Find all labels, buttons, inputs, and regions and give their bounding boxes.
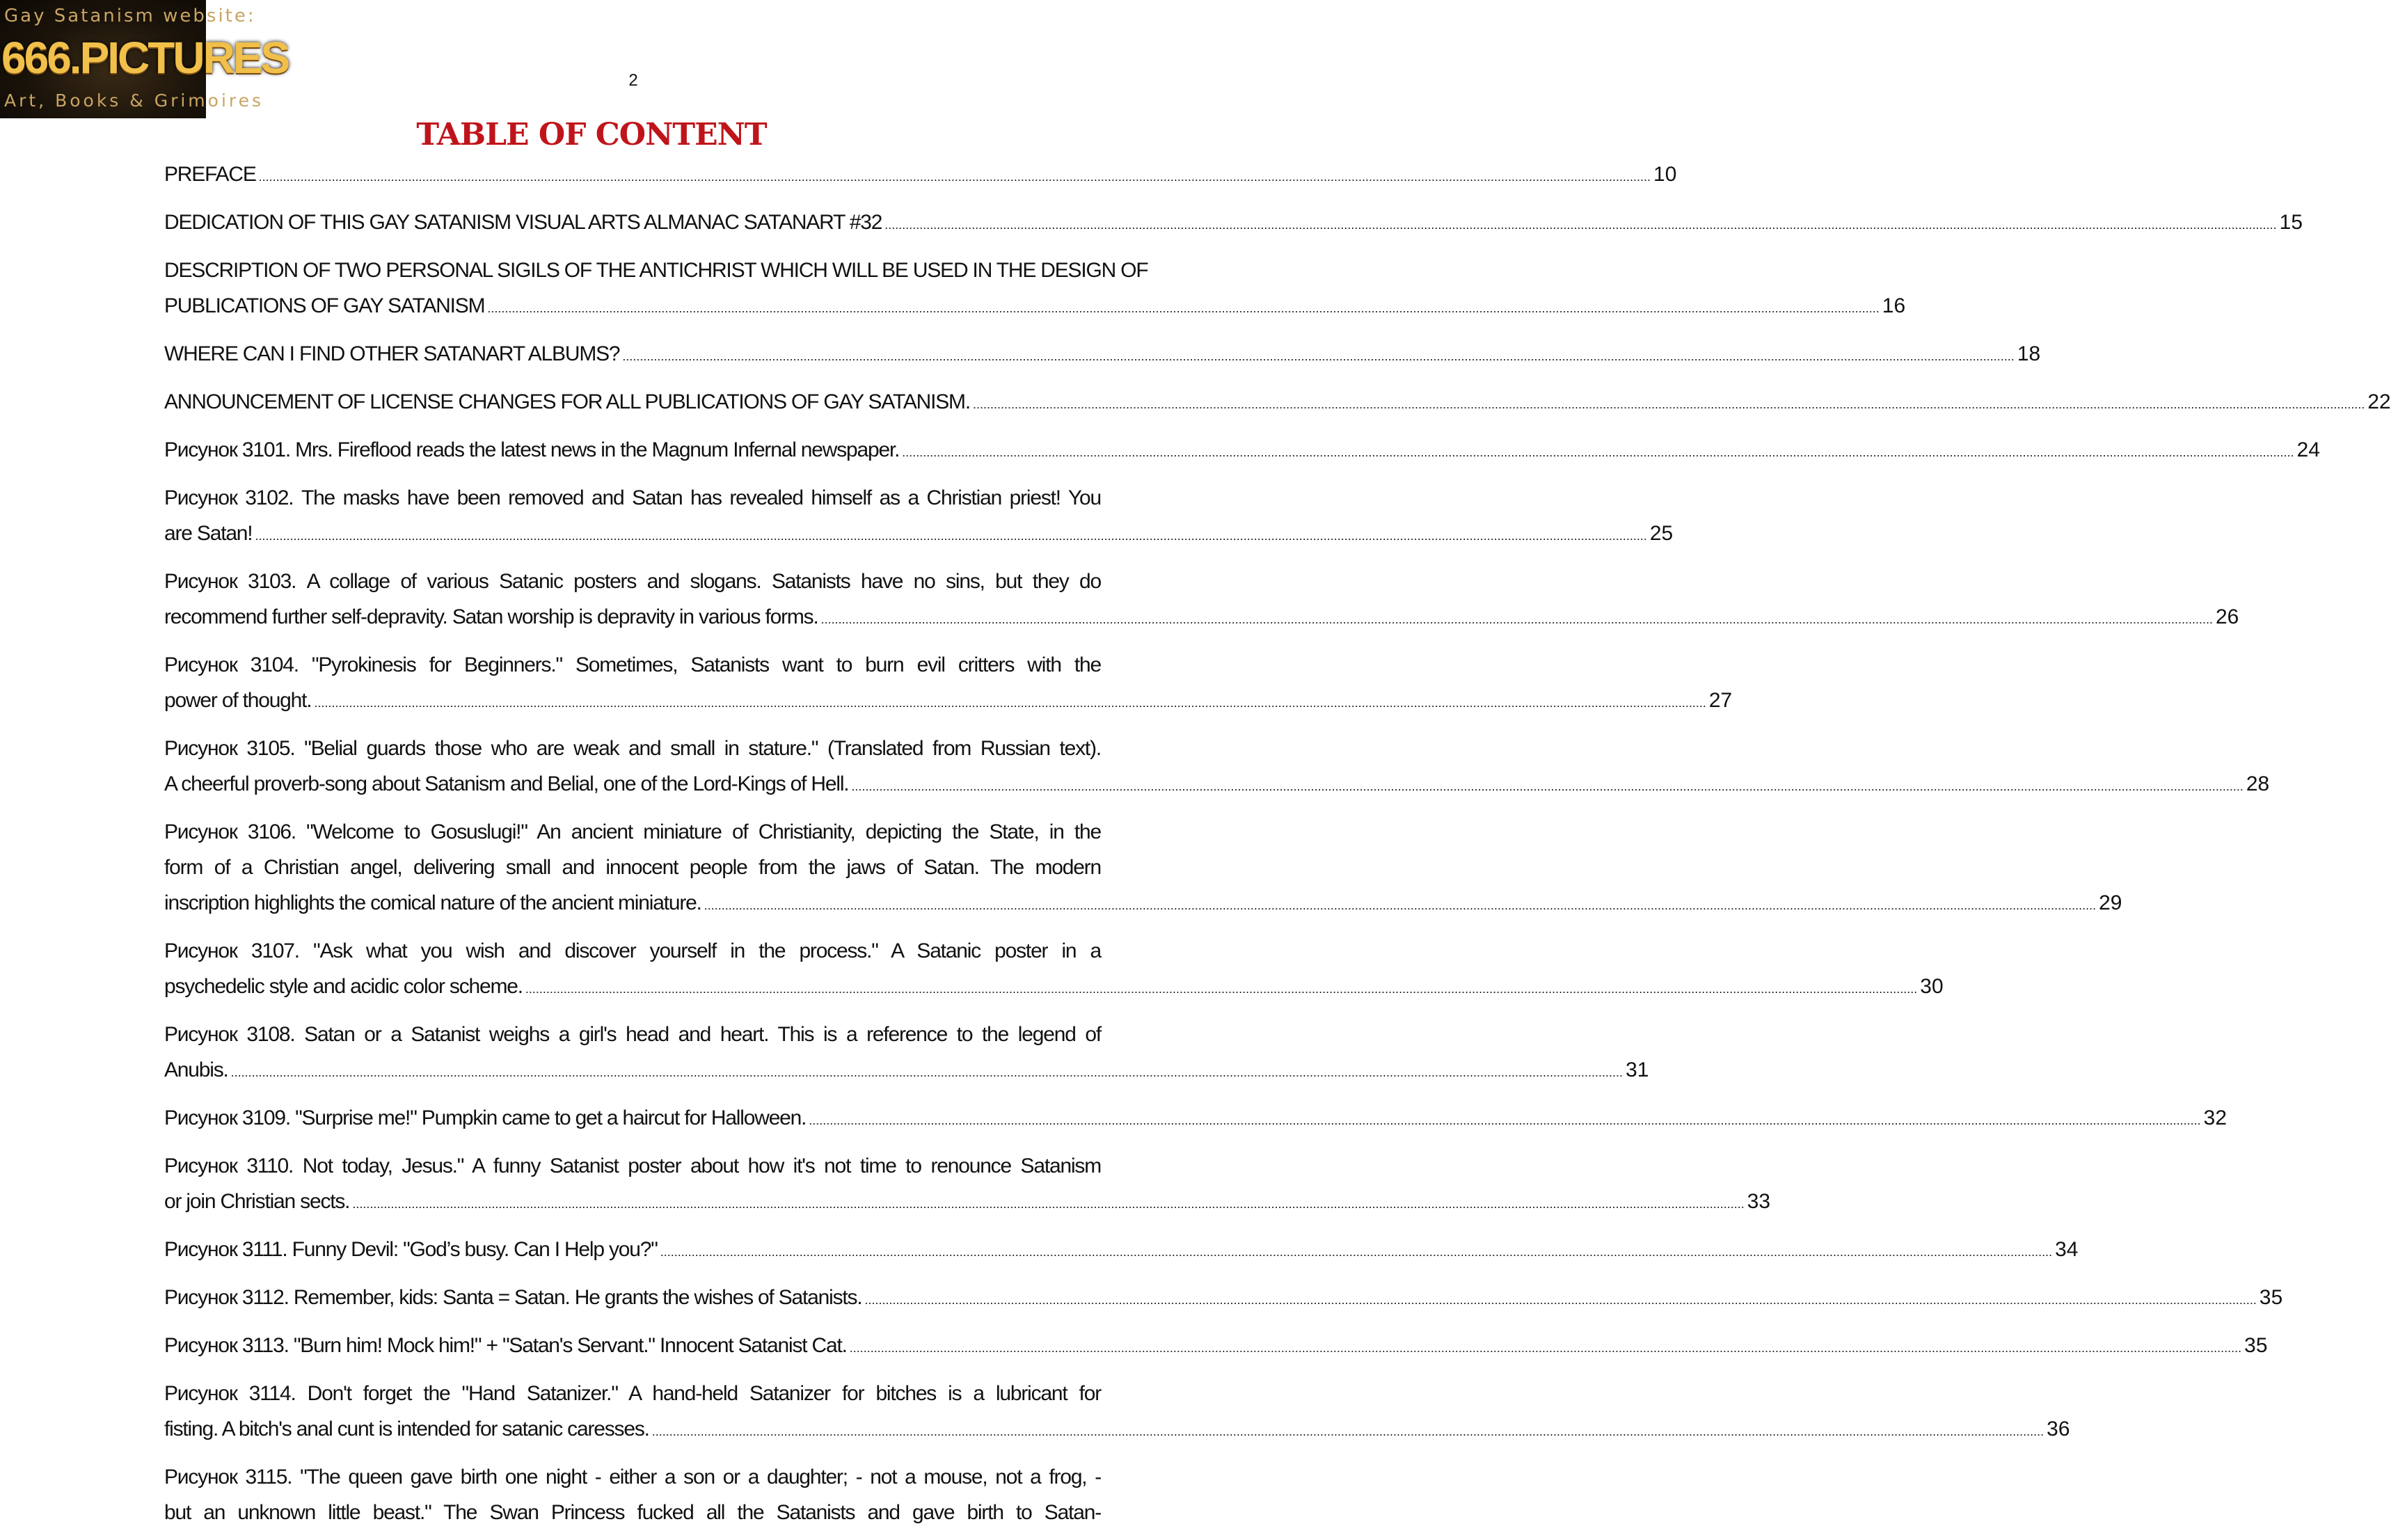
toc-entry-text: DESCRIPTION OF TWO PERSONAL SIGILS OF THE ANTICHRIST WHICH WILL BE USED IN THE DESIGN OF [164,259,1148,282]
toc-page-number: 31 [1626,1058,1649,1081]
toc-entry[interactable] [164,384,2391,422]
toc-page-number: 34 [2055,1238,2079,1261]
toc-page-number: 30 [1920,975,1944,998]
page-number: 2 [628,71,638,90]
dot-leader: ................................................................................................................................................................................................................................................................................................................................................................................................................ [884,218,2277,232]
toc-entry-title: recommend further self-depravity. Satan worship is depravity in various forms. [164,605,818,628]
toc-entry-text: Рисунок 3105. "Belial guards those who are weak and small in stature." (Translated from Russian text). [164,737,1101,760]
toc-entry-title: are Satan! [164,522,253,545]
toc-entry[interactable] [164,1148,1771,1222]
toc-entry-title: DEDICATION OF THIS GAY SATANISM VISUAL ARTS ALMANAC SATANART #32 [164,211,882,234]
dot-leader: ................................................................................................................................................................................................................................................................................................................................................................................................................ [972,397,2365,411]
logo-tagline-bottom: Art, Books & Grimoires [4,90,264,111]
toc-entry[interactable] [164,731,2270,804]
toc-entry-text: Рисунок 3110. Not today, Jesus." A funny Satanist poster about how it's not time to renounce Satanism [164,1154,1101,1177]
toc-entry[interactable] [164,1100,2227,1138]
toc-entry-title: fisting. A bitch's anal cunt is intended for satanic caresses. [164,1418,649,1440]
dot-leader: ................................................................................................................................................................................................................................................................................................................................................................................................................ [851,779,2243,793]
toc-entry-text: Рисунок 3114. Don't forget the "Hand Satanizer." A hand-held Satanizer for bitches is a lubricant for [164,1382,1101,1405]
dot-leader: ................................................................................................................................................................................................................................................................................................................................................................................................................ [487,301,1880,315]
dot-leader: ................................................................................................................................................................................................................................................................................................................................................................................................................ [314,696,1706,710]
toc-page-number: 32 [2203,1106,2227,1129]
toc-entry-text: Рисунок 3102. The masks have been removed and Satan has revealed himself as a Christian priest! You [164,486,1101,509]
toc-entry[interactable] [164,1328,2268,1366]
logo-tagline-top: Gay Satanism website: [4,6,256,26]
toc-entry[interactable] [164,564,2239,637]
toc-entry-title: Рисунок 3109. "Surprise me!" Pumpkin came to get a haircut for Halloween. [164,1106,807,1129]
dot-leader: ................................................................................................................................................................................................................................................................................................................................................................................................................ [820,612,2213,626]
toc-entry[interactable] [164,1232,2079,1270]
toc-heading: TABLE OF CONTENT [416,117,767,152]
toc-page-number: 35 [2259,1286,2283,1309]
toc-entry[interactable] [164,205,2303,243]
toc-entry-title: Рисунок 3113. "Burn him! Mock him!" + "Satan's Servant." Innocent Satanist Cat. [164,1334,847,1357]
toc-page-number: 26 [2215,605,2239,628]
toc-entry[interactable] [164,480,1674,554]
toc-entry[interactable] [164,647,1733,721]
dot-leader: ................................................................................................................................................................................................................................................................................................................................................................................................................ [255,529,1647,543]
toc-entry-title: Рисунок 3111. Funny Devil: "God’s busy. Can I Help you?" [164,1238,658,1261]
toc-page-number: 10 [1653,163,1677,186]
toc-page-number: 16 [1882,294,1906,317]
dot-leader: ................................................................................................................................................................................................................................................................................................................................................................................................................ [660,1245,2053,1259]
toc-entry-text: but an unknown little beast." The Swan Princess fucked all the Satanists and gave birth to Satan- [164,1501,1101,1524]
toc-entry-title: psychedelic style and acidic color scheme. [164,975,523,998]
toc-entry[interactable] [164,336,2041,374]
dot-leader: ................................................................................................................................................................................................................................................................................................................................................................................................................ [230,1065,1623,1079]
toc-page-number: 35 [2244,1334,2268,1357]
toc-entry-text: Рисунок 3107. "Ask what you wish and discover yourself in the process." A Satanic poster in a [164,939,1101,962]
toc-entry-title: or join Christian sects. [164,1190,350,1213]
toc-entry-text: Рисунок 3103. A collage of various Satanic posters and slogans. Satanists have no sins, but they do [164,570,1101,593]
toc-entry[interactable] [164,1459,1101,1530]
toc-page-number: 27 [1708,689,1733,712]
toc-page-number: 18 [2017,342,2041,365]
toc-page-number: 28 [2246,772,2270,795]
toc-entry-title: Anubis. [164,1058,228,1081]
dot-leader: ................................................................................................................................................................................................................................................................................................................................................................................................................ [809,1113,2201,1127]
toc-entry-title: PREFACE [164,163,256,186]
dot-leader: ................................................................................................................................................................................................................................................................................................................................................................................................................ [258,170,1651,184]
toc-entry-title: power of thought. [164,689,312,712]
toc-entry[interactable] [164,933,1944,1007]
toc-entry-title: WHERE CAN I FIND OTHER SATANART ALBUMS? [164,342,620,365]
logo-brand: 666.PICTURES [1,33,289,83]
toc-entry[interactable] [164,157,1677,195]
toc-entry[interactable] [164,814,2122,923]
toc-entry-title: ANNOUNCEMENT OF LICENSE CHANGES FOR ALL PUBLICATIONS OF GAY SATANISM. [164,390,970,413]
toc-page-number: 24 [2296,438,2321,461]
toc-entry[interactable] [164,1017,1649,1090]
toc-entry[interactable] [164,1280,2283,1318]
toc-entry-text: Рисунок 3108. Satan or a Satanist weighs a girl's head and heart. This is a reference to the legend of [164,1023,1101,1046]
toc-page-number: 33 [1747,1190,1771,1213]
toc-entry-text: form of a Christian angel, delivering small and innocent people from the jaws of Satan. The modern [164,856,1101,879]
dot-leader: ................................................................................................................................................................................................................................................................................................................................................................................................................ [902,445,2294,459]
site-logo[interactable] [0,0,289,118]
dot-leader: ................................................................................................................................................................................................................................................................................................................................................................................................................ [525,982,1918,996]
toc-entry-title: Рисунок 3112. Remember, kids: Santa = Satan. He grants the wishes of Satanists. [164,1286,862,1309]
toc-page-number: 22 [2367,390,2391,413]
toc-page-number: 36 [2047,1418,2070,1440]
toc-entry-title: inscription highlights the comical nature of the ancient miniature. [164,891,701,914]
table-of-contents [164,157,2391,1540]
toc-entry-text: Рисунок 3104. "Pyrokinesis for Beginners." Sometimes, Satanists want to burn evil critters with the [164,653,1101,676]
dot-leader: ................................................................................................................................................................................................................................................................................................................................................................................................................ [622,349,2015,363]
toc-entry[interactable] [164,253,1906,326]
toc-page-number: 25 [1649,522,1674,545]
dot-leader: ................................................................................................................................................................................................................................................................................................................................................................................................................ [849,1341,2242,1355]
toc-page-number: 29 [2099,891,2122,914]
dot-leader: ................................................................................................................................................................................................................................................................................................................................................................................................................ [352,1197,1745,1211]
toc-entry[interactable] [164,432,2321,470]
toc-entry-title: A cheerful proverb-song about Satanism and Belial, one of the Lord-Kings of Hell. [164,772,849,795]
dot-leader: ................................................................................................................................................................................................................................................................................................................................................................................................................ [651,1424,2044,1438]
toc-entry-title: PUBLICATIONS OF GAY SATANISM [164,294,485,317]
dot-leader: ................................................................................................................................................................................................................................................................................................................................................................................................................ [704,898,2097,912]
dot-leader: ................................................................................................................................................................................................................................................................................................................................................................................................................ [864,1293,2257,1307]
toc-entry-title: Рисунок 3101. Mrs. Fireflood reads the latest news in the Magnum Infernal newspaper. [164,438,900,461]
toc-entry-text: Рисунок 3115. "The queen gave birth one night - either a son or a daughter; - not a mouse, not a frog, - [164,1466,1101,1489]
toc-entry[interactable] [164,1376,2070,1450]
toc-page-number: 15 [2279,211,2303,234]
toc-entry-text: Рисунок 3106. "Welcome to Gosuslugi!" An ancient miniature of Christianity, depicting the State, in the [164,820,1101,843]
